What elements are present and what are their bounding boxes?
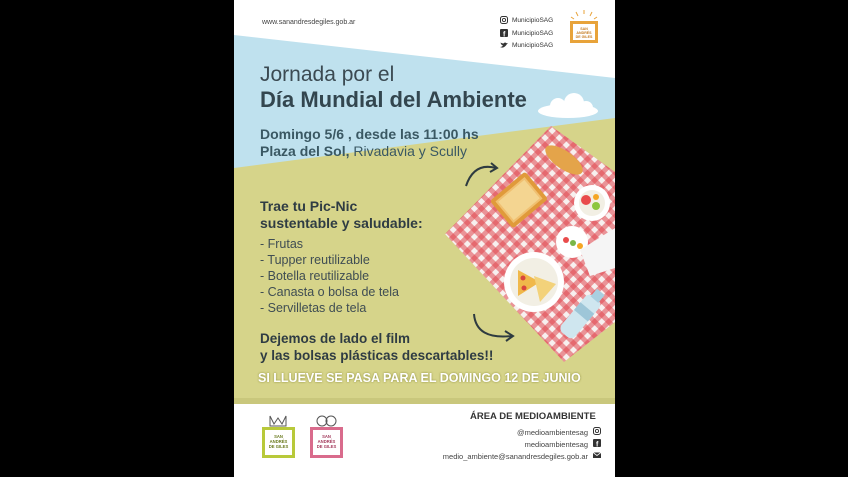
- svg-text:DE GILES: DE GILES: [575, 35, 593, 39]
- social-twitter[interactable]: [500, 41, 553, 49]
- footer-logo-green: [260, 412, 297, 460]
- social-facebook[interactable]: [500, 29, 553, 37]
- message-line1: Dejemos de lado el film: [260, 331, 411, 346]
- facebook-icon: [500, 29, 508, 37]
- svg-text:SAN: SAN: [322, 434, 331, 439]
- instagram-icon: [500, 16, 508, 24]
- svg-text:DE GILES: DE GILES: [316, 444, 337, 449]
- footer-logo-pink: [308, 412, 345, 460]
- website-url[interactable]: www.sanandresdegiles.gob.ar: [262, 19, 356, 26]
- svg-text:ANDRÉS: ANDRÉS: [269, 439, 288, 444]
- picnic-heading-line1: Trae tu Pic-Nic: [260, 198, 358, 214]
- poster: [234, 0, 615, 477]
- svg-text:SAN: SAN: [580, 27, 588, 31]
- event-place-name: Plaza del Sol,: [260, 143, 350, 159]
- list-item: - Botella reutilizable: [260, 269, 370, 283]
- contact-text: medio_ambiente@sanandresdegiles.gob.ar: [442, 451, 588, 461]
- event-date: Domingo 5/6 , desde las 11:00 hs: [260, 126, 479, 142]
- municipality-logo: [568, 9, 600, 49]
- svg-text:SAN: SAN: [274, 434, 283, 439]
- event-place-address: Rivadavia y Scully: [353, 143, 467, 159]
- svg-text:DE GILES: DE GILES: [268, 444, 289, 449]
- picnic-items-list: [260, 236, 399, 316]
- facebook-icon: [593, 439, 601, 449]
- contact-email[interactable]: [443, 451, 601, 461]
- instagram-icon: [593, 427, 601, 437]
- twitter-icon: [500, 41, 508, 49]
- svg-text:f: f: [596, 441, 599, 447]
- svg-text:ANDRÉS: ANDRÉS: [317, 439, 336, 444]
- social-instagram[interactable]: [500, 16, 553, 24]
- mail-icon: [593, 451, 601, 461]
- rain-notice: SI LLUEVE SE PASA PARA EL DOMINGO 12 DE JUNIO: [258, 371, 581, 385]
- social-handle: MunicipioSAG: [512, 16, 554, 24]
- area-title: ÁREA DE MEDIOAMBIENTE: [470, 411, 596, 422]
- list-item: - Tupper reutilizable: [260, 253, 370, 267]
- list-item: - Frutas: [260, 237, 304, 251]
- list-item: - Canasta o bolsa de tela: [260, 285, 399, 299]
- event-title-line1: Jornada por el: [260, 63, 395, 86]
- svg-text:f: f: [503, 31, 506, 37]
- contact-instagram[interactable]: [517, 427, 601, 437]
- svg-text:ANDRÉS: ANDRÉS: [576, 31, 592, 35]
- event-title-line2: Día Mundial del Ambiente: [260, 87, 527, 112]
- contact-text: @medioambientesag: [517, 427, 588, 437]
- list-item: - Servilletas de tela: [260, 301, 367, 315]
- contact-text: medioambientesag: [524, 439, 588, 449]
- picnic-heading-line2: sustentable y saludable:: [260, 215, 423, 231]
- event-place: [260, 143, 467, 159]
- social-handle: MunicipioSAG: [512, 29, 554, 37]
- message-line2: y las bolsas plásticas descartables!!: [260, 348, 494, 363]
- contact-facebook[interactable]: [525, 439, 601, 449]
- social-handle: MunicipioSAG: [512, 41, 554, 49]
